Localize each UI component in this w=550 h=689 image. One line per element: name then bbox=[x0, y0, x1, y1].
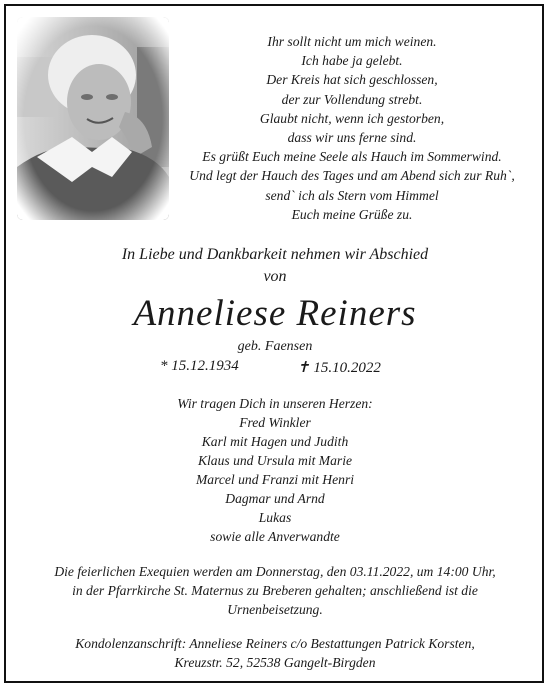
contact-line: Kreuzstr. 52, 52538 Gangelt-Birgden bbox=[174, 655, 376, 670]
family-line: sowie alle Anverwandte bbox=[210, 529, 340, 544]
family-line: Dagmar und Arnd bbox=[225, 491, 325, 506]
family-line: Karl mit Hagen und Judith bbox=[201, 434, 349, 449]
family-line: Fred Winkler bbox=[239, 415, 311, 430]
service-line: Die feierlichen Exequien werden am Donnerstag, den 03.11.2022, um 14:00 Uhr, bbox=[54, 564, 496, 579]
death-date: ✝ 15.10.2022 bbox=[297, 360, 381, 376]
birth-name: geb. Faensen bbox=[237, 339, 313, 354]
family-line: Wir tragen Dich in unseren Herzen: bbox=[177, 396, 373, 411]
poem-line: Ich habe ja gelebt. bbox=[301, 53, 403, 69]
family-list bbox=[0, 394, 550, 546]
intro-line: In Liebe und Dankbarkeit nehmen wir Abschied bbox=[121, 246, 429, 263]
poem bbox=[170, 32, 534, 224]
poem-line: send` ich als Stern vom Himmel bbox=[265, 187, 439, 203]
family-line: Lukas bbox=[258, 510, 292, 525]
poem-line: dass wir uns ferne sind. bbox=[287, 130, 417, 146]
poem-line: Glaubt nicht, wenn ich gestorben, bbox=[259, 110, 445, 126]
service-line: Urnenbeisetzung. bbox=[227, 602, 323, 617]
poem-line: Euch meine Grüße zu. bbox=[291, 206, 413, 222]
poem-line: Es grüßt Euch meine Seele als Hauch im Sommerwind. bbox=[202, 149, 502, 165]
intro bbox=[0, 244, 550, 288]
poem-line: der zur Vollendung strebt. bbox=[281, 91, 423, 107]
birth-date: * 15.12.1934 bbox=[160, 358, 239, 374]
contact-line: Kondolenzanschrift: Anneliese Reiners c/o Bestattungen Patrick Korsten, bbox=[75, 636, 475, 651]
condolence-address bbox=[0, 634, 550, 672]
poem-line: Und legt der Hauch des Tages und am Abend sich zur Ruh`, bbox=[189, 168, 515, 184]
family-line: Marcel und Franzi mit Henri bbox=[195, 472, 355, 487]
family-line: Klaus und Ursula mit Marie bbox=[197, 453, 353, 468]
deceased-name: Anneliese Reiners bbox=[133, 293, 417, 334]
service-line: in der Pfarrkirche St. Maternus zu Breberen gehalten; anschließend ist die bbox=[72, 583, 478, 598]
poem-line: Der Kreis hat sich geschlossen, bbox=[266, 72, 438, 88]
service-info bbox=[0, 562, 550, 619]
poem-line: Ihr sollt nicht um mich weinen. bbox=[267, 34, 437, 49]
intro-line: von bbox=[263, 268, 287, 285]
portrait-photo bbox=[17, 17, 169, 220]
